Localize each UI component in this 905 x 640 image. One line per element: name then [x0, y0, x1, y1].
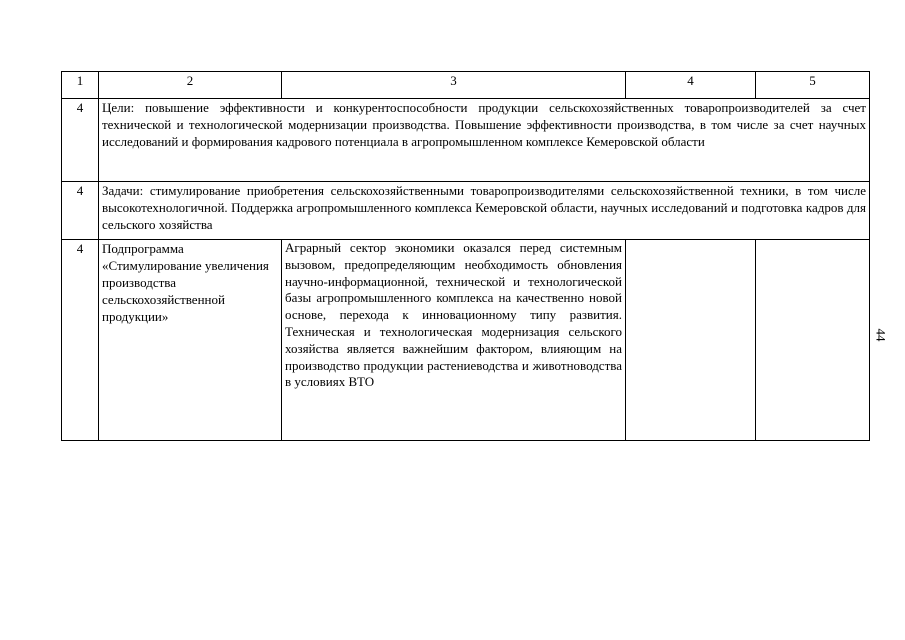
tasks-row	[62, 182, 870, 240]
header-cell-4: 4	[626, 72, 756, 99]
header-cell-5: 5	[756, 72, 870, 99]
subprogram-row-number: 4	[62, 240, 99, 441]
goals-text: Цели: повышение эффективности и конкурентоспособности продукции сельскохозяйственных товаропроизводителей за счет технической и технологической модернизации производства. Повышение эффективности производства, в том числе за счет научных исследований и формирования кадрового потенциала в агропромышленном комплексе Кемеровской области	[99, 99, 870, 182]
header-cell-2: 2	[99, 72, 282, 99]
subprogram-name: Подпрограмма «Стимулирование увеличения производства сельскохозяйственной продукции»	[99, 240, 282, 441]
subprogram-row	[62, 240, 870, 441]
header-cell-1: 1	[62, 72, 99, 99]
program-table	[61, 71, 870, 441]
tasks-text: Задачи: стимулирование приобретения сельскохозяйственными товаропроизводителями сельскохозяйственной техники, в том числе высокотехнологичной. Поддержка агропромышленного комплекса Кемеровской области, научных исследований и подготовка кадров для сельского хозяйства	[99, 182, 870, 240]
subprogram-col4	[626, 240, 756, 441]
goals-row-number: 4	[62, 99, 99, 182]
header-cell-3: 3	[282, 72, 626, 99]
page-number: 44	[873, 328, 889, 342]
header-row	[62, 72, 870, 99]
tasks-row-number: 4	[62, 182, 99, 240]
goals-row	[62, 99, 870, 182]
subprogram-col5	[756, 240, 870, 441]
subprogram-description: Аграрный сектор экономики оказался перед системным вызовом, предопределяющим необходимость обновления научно-информационной, технической и технологической базы агропромышленного комплекса на качественно новой основе, перехода к инновационному типу развития. Техническая и технологическая модернизация сельского хозяйства является важнейшим фактором, влияющим на производство продукции растениеводства и животноводства в условиях ВТО	[282, 240, 626, 441]
